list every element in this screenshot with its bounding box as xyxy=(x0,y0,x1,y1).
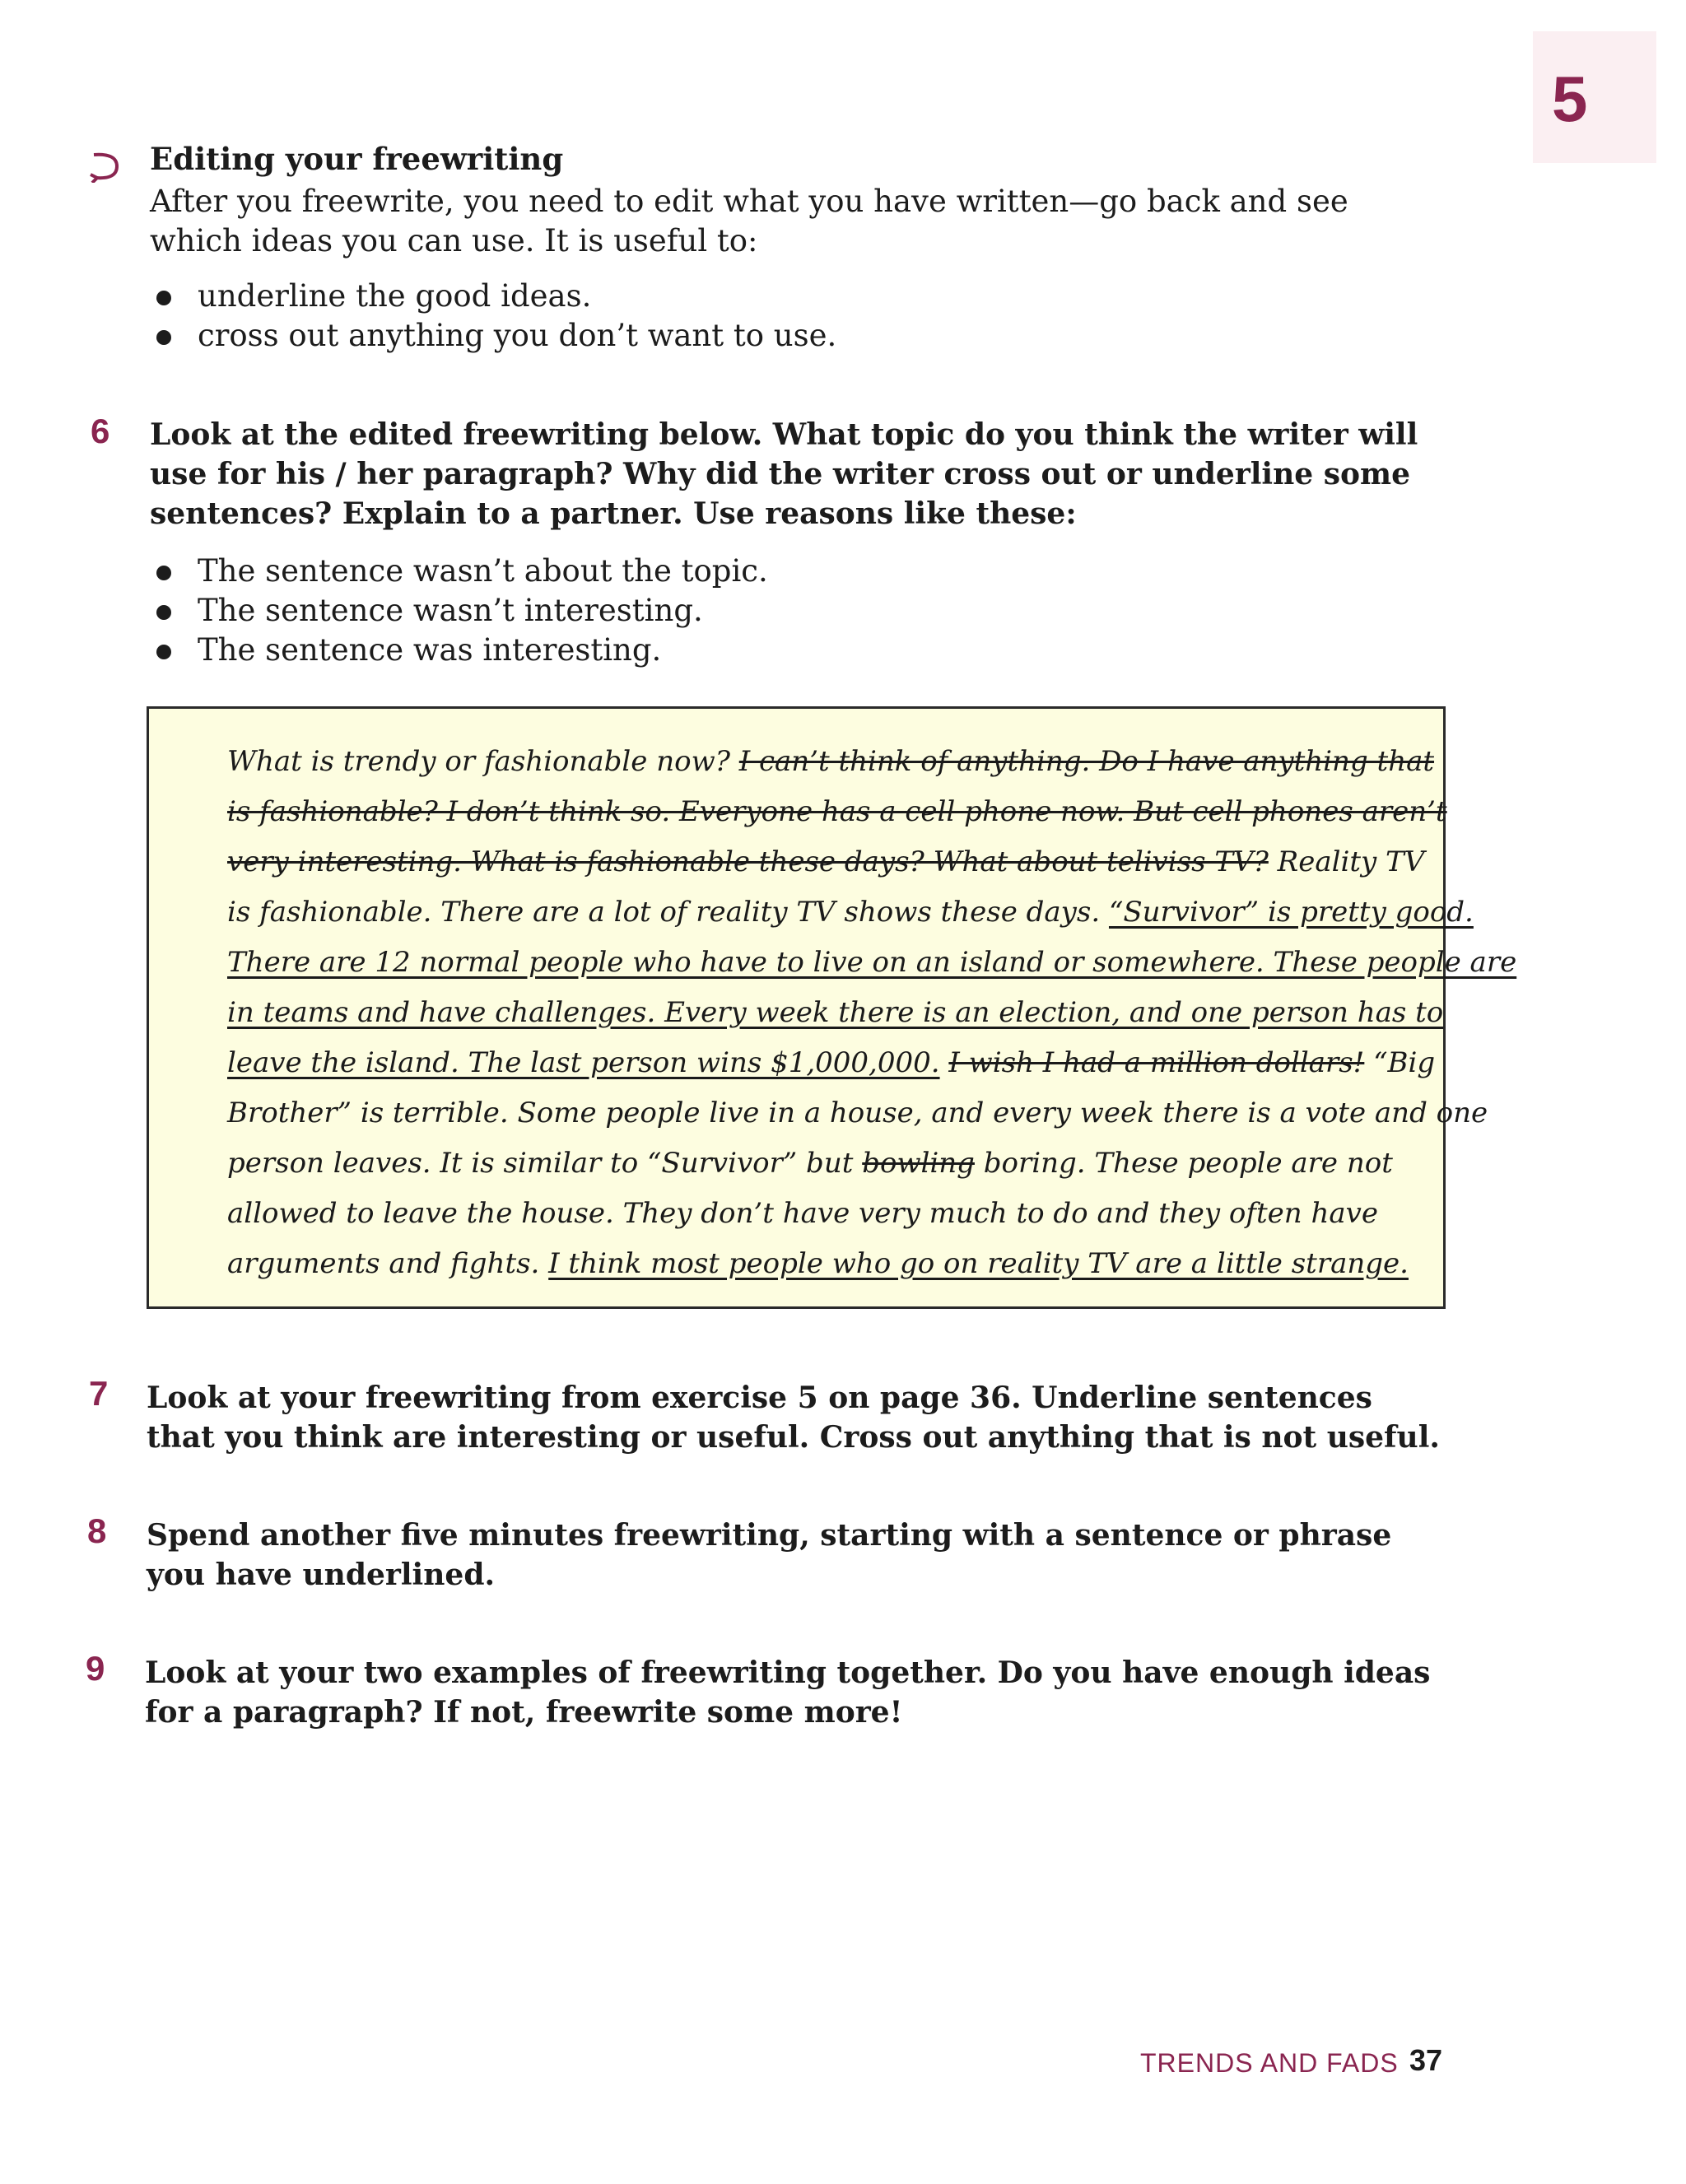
freewriting-line xyxy=(227,988,1444,1038)
chapter-number: 5 xyxy=(1552,63,1588,135)
freewriting-text-segment: is fashionable. There are a lot of reality TV shows these days. xyxy=(227,896,1109,929)
tip-title: Editing your freewriting xyxy=(150,141,564,177)
page-number: 37 xyxy=(1409,2043,1443,2077)
exercise-number: 9 xyxy=(86,1649,105,1688)
freewriting-text xyxy=(227,737,1517,1289)
exercise-number: 8 xyxy=(87,1511,107,1550)
freewriting-box xyxy=(147,706,1517,1309)
list-item: The sentence wasn’t about the topic. xyxy=(150,552,768,591)
freewriting-text-segment: allowed to leave the house. They don’t have very much to do and they often have xyxy=(227,1197,1378,1230)
freewriting-line xyxy=(227,787,1447,837)
freewriting-line xyxy=(227,1088,1488,1139)
tip-bullet-list xyxy=(150,277,836,356)
crossed-out-text: is fashionable? I don’t think so. Everyone has a cell phone now. But cell phones aren’t xyxy=(227,795,1447,828)
underlined-text: “Survivor” is pretty good. xyxy=(1108,896,1474,929)
footer-section-title: TRENDS AND FADS xyxy=(1140,2048,1399,2078)
freewriting-line xyxy=(227,837,1425,887)
freewriting-text-segment: Reality TV xyxy=(1268,845,1425,878)
freewriting-text-segment: “Big xyxy=(1364,1046,1436,1079)
crossed-out-text: bowling xyxy=(862,1147,975,1180)
list-item: The sentence was interesting. xyxy=(150,631,768,670)
underlined-text: in teams and have challenges. Every week there is an election, and one person has to xyxy=(227,996,1444,1029)
underlined-text: There are 12 normal people who have to live on an island or somewhere. These people are xyxy=(227,946,1517,979)
curved-arrow-icon xyxy=(89,150,123,183)
crossed-out-text: very interesting. What is fashionable these days? What about teliviss TV? xyxy=(227,845,1269,878)
freewriting-text-segment: arguments and fights. xyxy=(227,1247,549,1280)
freewriting-line xyxy=(227,887,1474,938)
exercise-instruction: Spend another five minutes freewriting, starting with a sentence or phrase you have underlined. xyxy=(147,1518,1392,1592)
exercise-instruction: Look at your freewriting from exercise 5 on page 36. Underline sentences that you think are interesting or useful. Cross out anything that is not useful. xyxy=(147,1381,1440,1455)
tip-body: After you freewrite, you need to edit what you have written—go back and see which ideas you can use. It is useful to: xyxy=(150,184,1348,258)
freewriting-line xyxy=(227,938,1517,988)
freewriting-line xyxy=(227,1139,1396,1189)
list-item: underline the good ideas. xyxy=(150,277,836,316)
freewriting-text-segment: What is trendy or fashionable now? xyxy=(227,745,739,778)
freewriting-line xyxy=(227,737,1435,787)
freewriting-line xyxy=(227,1038,1436,1088)
list-item: cross out anything you don’t want to use. xyxy=(150,316,836,356)
exercise-number: 6 xyxy=(91,412,110,450)
underlined-text: I think most people who go on reality TV are a little strange. xyxy=(548,1247,1409,1280)
freewriting-line xyxy=(227,1189,1396,1239)
freewriting-text-segment: boring. These people are not xyxy=(974,1147,1393,1180)
freewriting-line xyxy=(227,1239,1409,1289)
freewriting-text-segment: Brother” is terrible. Some people live in a house, and every week there is a vote and one xyxy=(227,1097,1488,1129)
underlined-text: leave the island. The last person wins $1,000,000. xyxy=(227,1046,940,1079)
freewriting-text-segment xyxy=(940,1046,949,1079)
exercise-bullet-list xyxy=(150,552,768,670)
exercise-number: 7 xyxy=(89,1374,109,1413)
crossed-out-text: I can’t think of anything. Do I have anything that xyxy=(738,745,1435,778)
freewriting-text-segment: person leaves. It is similar to “Survivor” but xyxy=(227,1147,863,1180)
exercise-instruction: Look at the edited freewriting below. What topic do you think the writer will use for his / her paragraph? Why did the writer cross out or underline some sentences? Explain to a partner. Use reasons like these: xyxy=(150,417,1418,531)
crossed-out-text: I wish I had a million dollars! xyxy=(948,1046,1365,1079)
exercise-instruction: Look at your two examples of freewriting together. Do you have enough ideas for a paragraph? If not, freewrite some more! xyxy=(145,1655,1431,1730)
list-item: The sentence wasn’t interesting. xyxy=(150,591,768,631)
